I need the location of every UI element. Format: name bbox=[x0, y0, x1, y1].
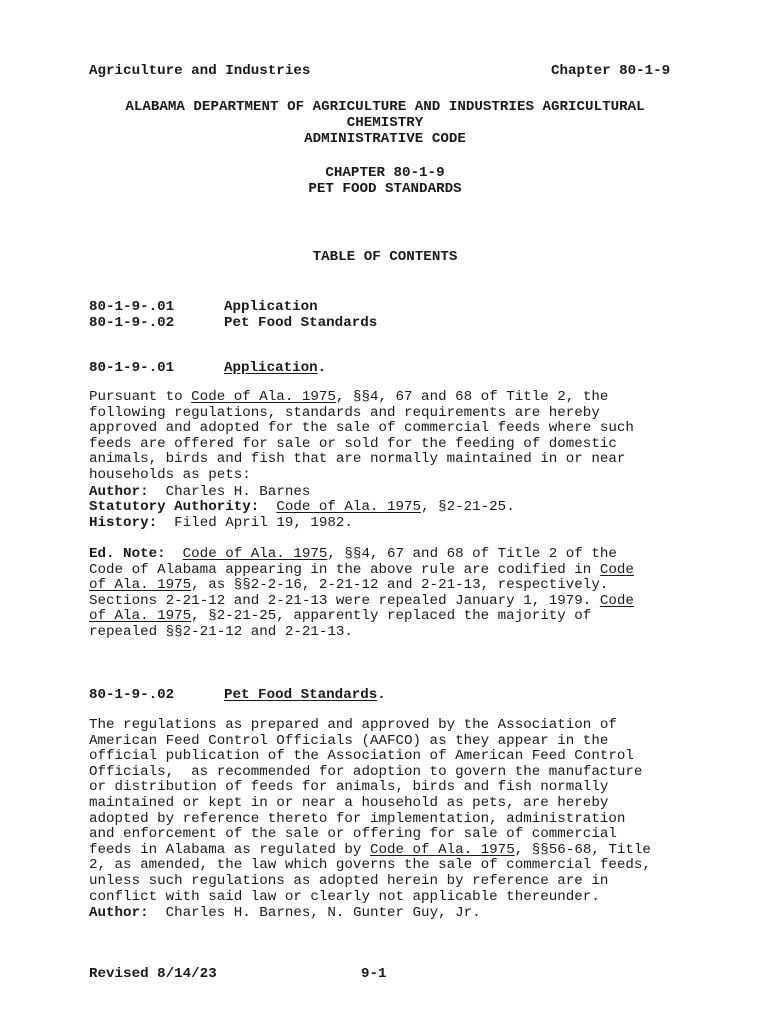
revision-date: Revised 8/14/23 bbox=[89, 966, 217, 982]
statutory-authority-label: Statutory Authority: bbox=[89, 499, 260, 515]
author-name: Charles H. Barnes, N. Gunter Guy, Jr. bbox=[165, 905, 481, 921]
code-citation: Code of Ala. 1975 bbox=[276, 499, 422, 515]
statutory-authority-text: , §2-21-25. bbox=[421, 499, 515, 515]
toc-heading: TABLE OF CONTENTS bbox=[312, 249, 458, 265]
section-number: 80-1-9-.01 bbox=[89, 360, 175, 376]
author-label: Author: bbox=[89, 905, 149, 921]
code-citation: Code of Ala. 1975 bbox=[191, 389, 336, 405]
editor-note-text: , §2-21-25, apparently replaced the majority of repealed §§2-21-12 and 2-21-13. bbox=[89, 608, 592, 640]
document-title-line2: CHEMISTRY bbox=[346, 115, 424, 131]
section-title: Pet Food Standards bbox=[224, 687, 378, 703]
toc-item-label: Pet Food Standards bbox=[224, 315, 378, 331]
page-number: 9-1 bbox=[361, 966, 387, 982]
toc-item-number: 80-1-9-.02 bbox=[89, 315, 175, 331]
paragraph-text: , §§56-68, Title 2, as amended, the law which governs the sale of commercial feeds, unless such regulations as adopted herein by reference are in conflict with said law or clearly not applicable thereunder. bbox=[89, 841, 651, 905]
section-number: 80-1-9-.02 bbox=[89, 687, 175, 703]
section-paragraph bbox=[89, 390, 689, 484]
editor-note-label: Ed. Note: bbox=[89, 546, 166, 562]
section-heading: Application. bbox=[224, 360, 327, 376]
running-header-left: Agriculture and Industries bbox=[89, 63, 311, 79]
paragraph-text: , §§4, 67 and 68 of Title 2, the following regulations, standards and requirements are hereby approved and adopted for the sale of commercial feeds where such feeds are offered for sale or sold for the feeding of domestic animals, birds and fish that are normally maintained in or near households as pets: bbox=[89, 389, 634, 483]
toc-item-label: Application bbox=[224, 299, 318, 315]
code-citation: Code of Ala. 1975 bbox=[89, 592, 634, 625]
running-header-right: Chapter 80-1-9 bbox=[551, 63, 671, 79]
history-text: Filed April 19, 1982. bbox=[174, 515, 353, 531]
section-heading: Pet Food Standards. bbox=[224, 687, 386, 703]
paragraph-text: The regulations as prepared and approved by the Association of American Feed Control Officials (AAFCO) as they appear in the official publication of the Association of American Feed Control Officials, as recommended for adoption to govern the manufacture or distribution of feeds for animals, birds and fish normally maintained or kept in or near a household as pets, are hereby adopted by reference thereto for implementation, administration and enforcement of the sale or offering for sale of commercial feeds in Alabama as regulated by bbox=[89, 717, 643, 858]
toc-item-number: 80-1-9-.01 bbox=[89, 299, 175, 315]
section-paragraph bbox=[89, 718, 689, 905]
editor-note bbox=[89, 547, 689, 641]
editor-note-text: , §§4, 67 and 68 of Title 2 of the Code of Alabama appearing in the above rule are codified in bbox=[89, 546, 617, 578]
code-citation: Code of Ala. 1975 bbox=[369, 841, 515, 858]
author-label: Author: bbox=[89, 484, 149, 500]
document-title-line1: ALABAMA DEPARTMENT OF AGRICULTURE AND INDUSTRIES AGRICULTURAL bbox=[125, 99, 645, 115]
author-line bbox=[89, 905, 481, 921]
chapter-number: CHAPTER 80-1-9 bbox=[325, 165, 445, 181]
paragraph-text: Pursuant to bbox=[89, 389, 192, 405]
author-line bbox=[89, 484, 310, 500]
chapter-name: PET FOOD STANDARDS bbox=[308, 181, 462, 197]
document-title-line3: ADMINISTRATIVE CODE bbox=[304, 131, 466, 147]
editor-note-text: , as §§2-2-16, 2-21-12 and 2-21-13, respectively. Sections 2-21-12 and 2-21-13 were repealed January 1, 1979. bbox=[89, 577, 609, 609]
code-citation: Code of Ala. 1975 bbox=[89, 561, 634, 594]
author-name: Charles H. Barnes bbox=[165, 484, 311, 500]
section-title: Application bbox=[224, 360, 318, 376]
history-label: History: bbox=[89, 515, 158, 531]
statutory-authority-line bbox=[89, 499, 515, 515]
history-line bbox=[89, 515, 353, 531]
code-citation: Code of Ala. 1975 bbox=[182, 546, 328, 562]
